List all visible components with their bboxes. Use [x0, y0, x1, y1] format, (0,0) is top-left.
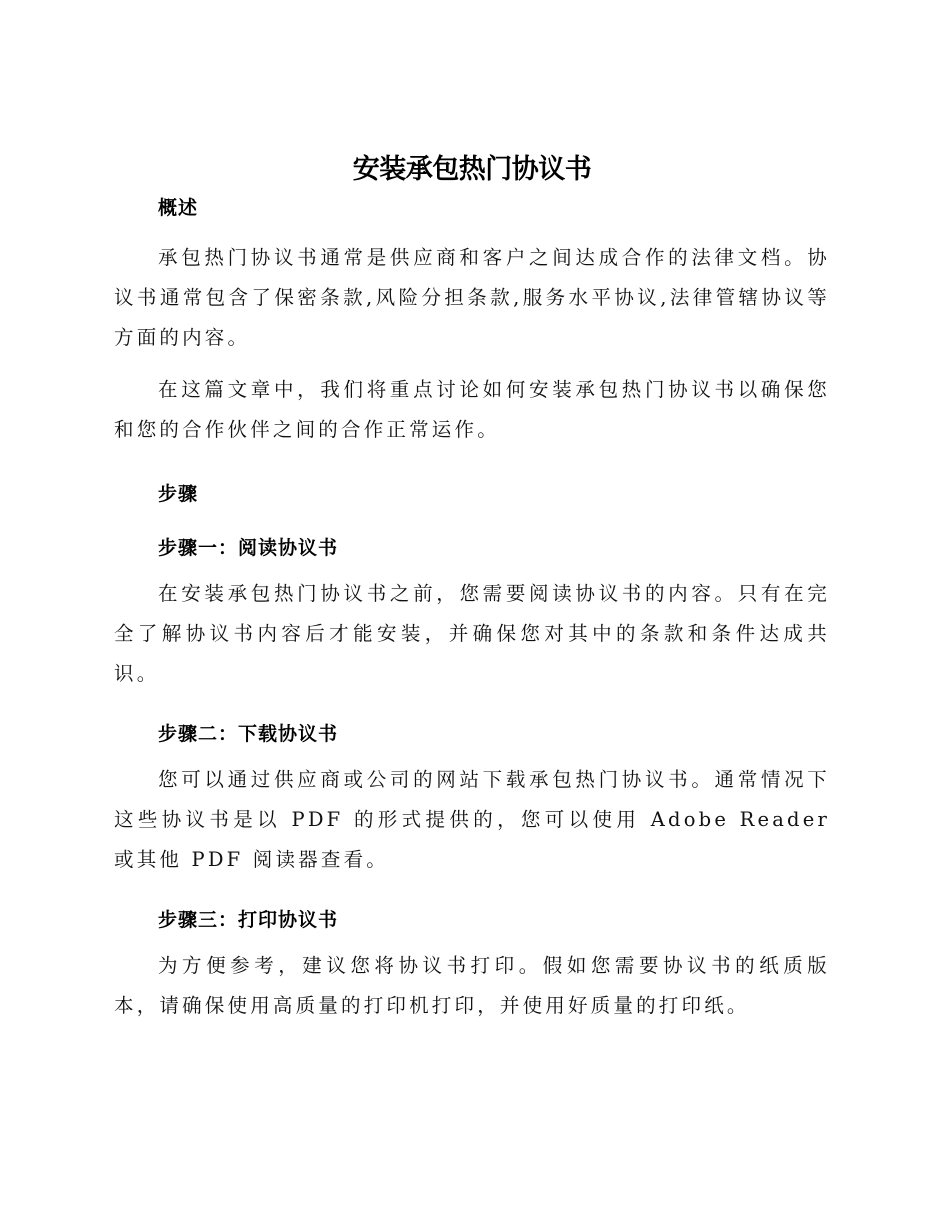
overview-paragraph-2: 在这篇文章中，我们将重点讨论如何安装承包热门协议书以确保您和您的合作伙伴之间的合作正常运作。: [114, 378, 830, 441]
step-3-text: 为方便参考，建议您将协议书打印。假如您需要协议书的纸质版本，请确保使用高质量的打印机打印，并使用好质量的打印纸。: [114, 954, 830, 1017]
section-heading-overview: 概述: [158, 197, 199, 219]
step-1-text: 在安装承包热门协议书之前，您需要阅读协议书的内容。只有在完全了解协议书内容后才能安装，并确保您对其中的条款和条件达成共识。: [114, 582, 830, 685]
overview-paragraph-1: 承包热门协议书通常是供应商和客户之间达成合作的法律文档。协议书通常包含了保密条款,风险分担条款,服务水平协议,法律管辖协议等方面的内容。: [114, 246, 830, 349]
step-3-heading: 步骤三：打印协议书: [158, 909, 339, 931]
step-1-heading: 步骤一：阅读协议书: [158, 537, 339, 559]
document-title: 安装承包热门协议书: [352, 154, 592, 185]
section-heading-steps: 步骤: [158, 483, 199, 505]
step-2-text: 您可以通过供应商或公司的网站下载承包热门协议书。通常情况下这些协议书是以 PDF 的形式提供的，您可以使用 Adobe Reader 或其他 PDF 阅读器查看。: [114, 768, 830, 871]
step-2-heading: 步骤二：下载协议书: [158, 723, 339, 745]
